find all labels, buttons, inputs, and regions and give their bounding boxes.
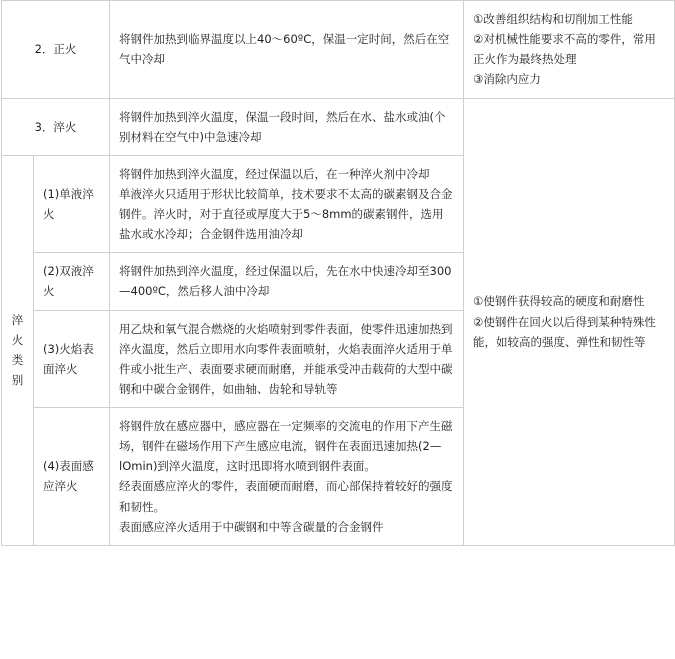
heat-treatment-table [1, 0, 675, 546]
table-row [2, 1, 675, 99]
description-paragraph: 将钢件放在感应器中，感应器在一定频率的交流电的作用下产生磁场，钢件在磁场作用下产生感应电流，钢件在表面迅速加热(2—lOmin)到淬火温度，这时迅即将水喷到钢件表面。 [119, 419, 453, 474]
category-label [2, 155, 34, 545]
subrow-name: (2)双液淬火 [34, 253, 110, 310]
description-paragraph: 将钢件加热到淬火温度，经过保温以后，先在水中快速冷却至300—400ºC，然后移人油中冷却 [119, 264, 452, 299]
subrow-name: (3)火焰表面淬火 [34, 310, 110, 408]
row-description [110, 98, 464, 155]
category-label-char: 淬 [11, 313, 24, 327]
note-paragraph: ②对机械性能要求不高的零件，常用正火作为最终热处理 [473, 32, 656, 67]
subrow-description [110, 408, 464, 546]
description-paragraph: 单液淬火只适用于形状比较简单，技术要求不太高的碳素钢及合金钢件。淬火时，对于直径或厚度大于5～8mm的碳素钢件，选用盐水或水冷却；合金钢件选用油冷却 [119, 186, 453, 242]
note-paragraph: ①使钢件获得较高的硬度和耐磨性 [473, 294, 645, 309]
description-paragraph: 将钢件加热到淬火温度，经过保温以后，在一种淬火剂中冷却 [119, 166, 430, 181]
description-paragraph: 经表面感应淬火的零件，表面硬而耐磨，而心部保持着较好的强度和韧性。 [119, 479, 453, 514]
description-paragraph: 用乙炔和氧气混合燃烧的火焰喷射到零件表面，使零件迅速加热到淬火温度，然后立即用水向零件表面喷射，火焰表面淬火适用于单件或小批生产、表面要求硬而耐磨，并能承受冲击载荷的大型中碳钢和中碳合金钢件，如曲轴、齿轮和导轨等 [119, 321, 453, 396]
category-label-char: 类 [11, 353, 24, 368]
category-note [464, 98, 675, 545]
row-description [110, 1, 464, 99]
category-label-char: 火 [11, 333, 24, 348]
table-row [2, 98, 675, 155]
note-paragraph: ③消除内应力 [473, 72, 541, 87]
subrow-description [110, 310, 464, 408]
subrow-description [110, 253, 464, 310]
note-paragraph: ①改善组织结构和切削加工性能 [473, 12, 633, 26]
subrow-description [110, 155, 464, 253]
subrow-name: (1)单液淬火 [34, 155, 110, 253]
subrow-name: (4)表面感应淬火 [34, 408, 110, 546]
category-label-char: 别 [11, 373, 24, 388]
row-number-label: 3．淬火 [2, 98, 110, 155]
row-number-label: 2．正火 [2, 1, 110, 99]
description-paragraph: 将钢件加热到淬火温度，保温一段时间，然后在水、盐水或油(个别材料在空气中)中急速冷却 [119, 109, 446, 144]
row-note [464, 1, 675, 99]
note-paragraph: ②使钢件在回火以后得到某种特殊性能，如较高的强度、弹性和韧性等 [473, 314, 656, 349]
description-paragraph: 将钢件加热到临界温度以上40～60ºC，保温一定时间，然后在空气中冷却 [119, 32, 450, 67]
description-paragraph: 表面感应淬火适用于中碳钢和中等含碳量的合金钢件 [119, 519, 384, 534]
